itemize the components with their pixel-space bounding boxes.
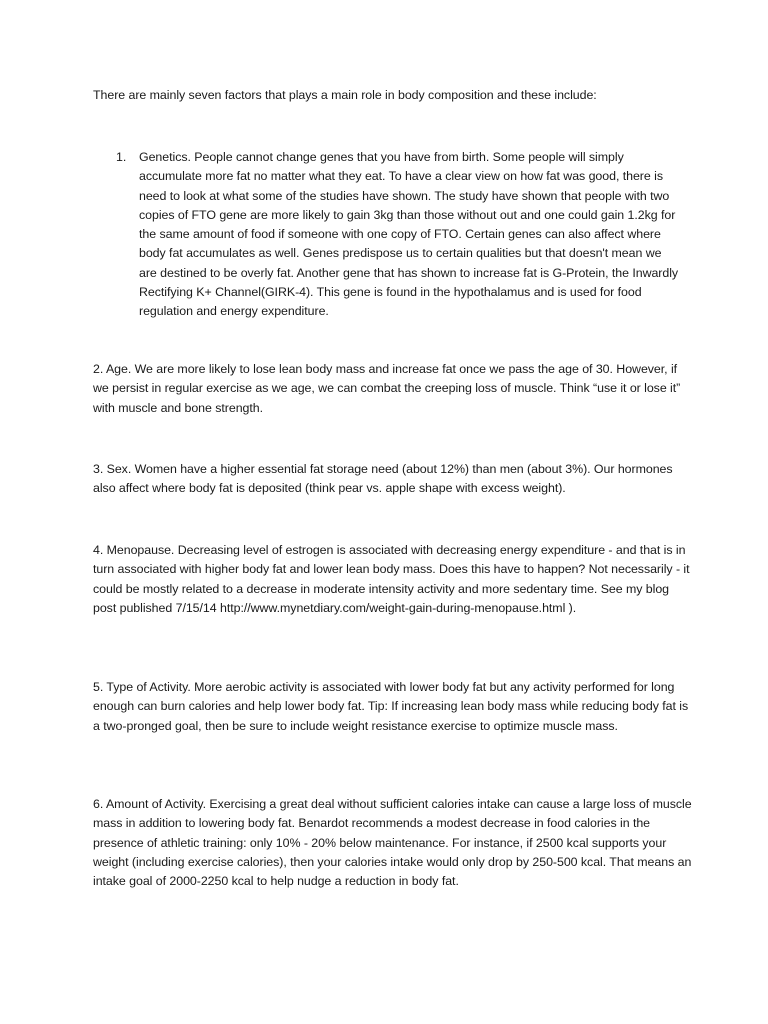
- intro-paragraph: There are mainly seven factors that plays a main role in body composition and these include:: [93, 88, 597, 102]
- age-paragraph: 2. Age. We are more likely to lose lean body mass and increase fat once we pass the age of 30. However, if we persist in regular exercise as we age, we can combat the creeping loss of muscle. Think “use it or lose it” with muscle and bone strength.: [93, 362, 681, 415]
- sex-paragraph: 3. Sex. Women have a higher essential fat storage need (about 12%) than men (about 3%). Our hormones also affect where body fat is deposited (think pear vs. apple shape with excess weight).: [93, 462, 673, 496]
- genetics-paragraph: Genetics. People cannot change genes that you have from birth. Some people will simply accumulate more fat no matter what they eat. To have a clear view on how fat was good, there is need to look at what some of the studies have shown. The study have shown that people with two copies of FTO gene are more likely to gain 3kg than those without out and one could gain 1.2kg for the same amount of food if someone with one copy of FTO. Certain genes can also affect where body fat accumulates as well. Genes predispose us to certain qualities but that doesn't mean we are destined to be overly fat. Another gene that has shown to increase fat is G-Protein, the Inwardly Rectifying K+ Channel(GIRK-4). This gene is found in the hypothalamus and is used for food regulation and energy expenditure.: [139, 150, 679, 319]
- amount-of-activity-paragraph: 6. Amount of Activity. Exercising a great deal without sufficient calories intake can cause a large loss of muscle mass in addition to lowering body fat. Benardot recommends a modest decrease in food calories in the presence of athletic training: only 10% - 20% below maintenance. For instance, if 2500 kcal supports your weight (including exercise calories), then your calories intake would only drop by 250-500 kcal. That means an intake goal of 2000-2250 kcal to help nudge a reduction in body fat.: [93, 797, 692, 889]
- menopause-paragraph: 4. Menopause. Decreasing level of estrogen is associated with decreasing energy expenditure - and that is in turn associated with higher body fat and lower lean body mass. Does this have to happen? Not necessarily - it could be mostly related to a decrease in moderate intensity activity and more sedentary time. See my blog post published 7/15/14 http://www.mynetdiary.com/weight-gain-during-menopause.html ).: [93, 543, 690, 615]
- list-number-1: 1.: [116, 150, 127, 164]
- type-of-activity-paragraph: 5. Type of Activity. More aerobic activity is associated with lower body fat but any activity performed for long enough can burn calories and help lower body fat. Tip: If increasing lean body mass while reducing body fat is a two-pronged goal, then be sure to include weight resistance exercise to optimize muscle mass.: [93, 680, 689, 733]
